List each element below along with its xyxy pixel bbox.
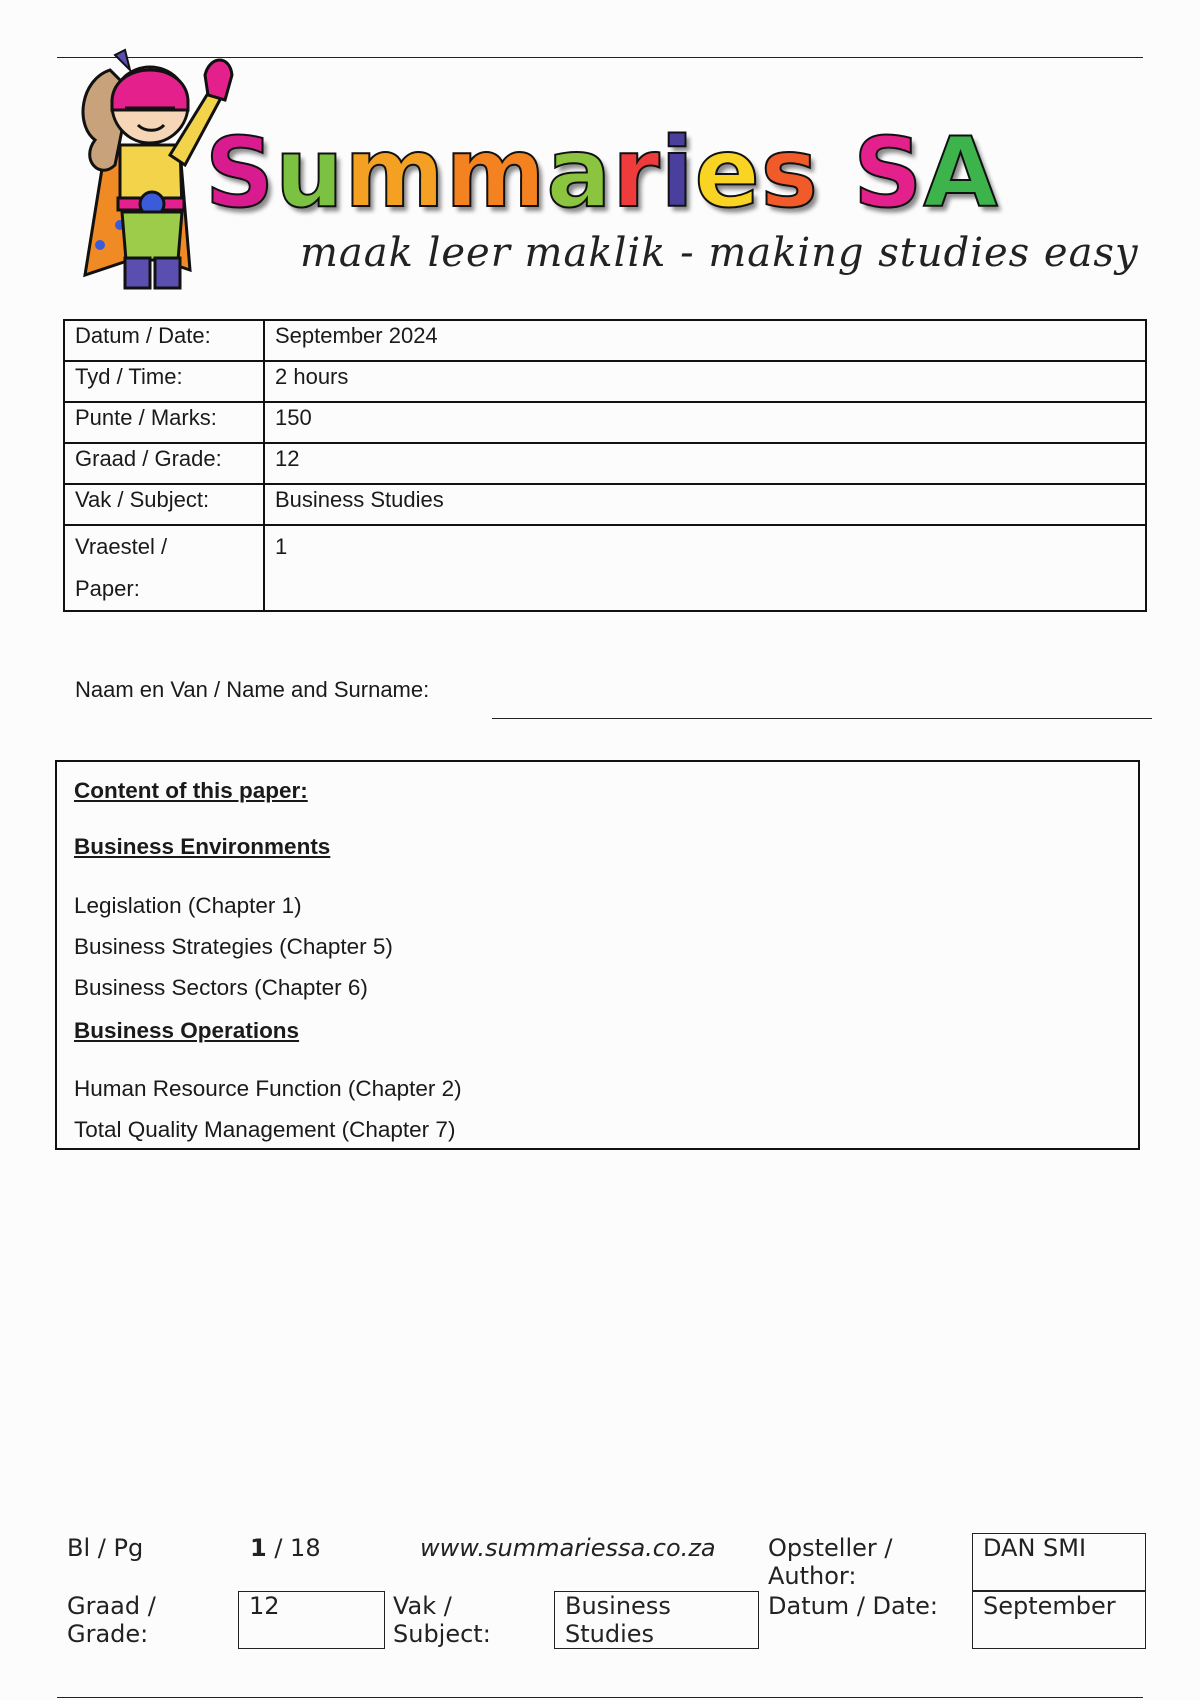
table-row <box>64 484 1146 525</box>
marks-value: 150 <box>264 402 1146 443</box>
subject-value: Business Studies <box>264 484 1146 525</box>
footer-author-value: DAN SMI <box>972 1533 1146 1591</box>
footer-date-value: September <box>972 1591 1146 1649</box>
footer-subject-label: Vak / Subject: <box>393 1592 491 1648</box>
section-title: Business Environments <box>74 834 331 859</box>
marks-label: Punte / Marks: <box>64 402 264 443</box>
list-item: Total Quality Management (Chapter 7) <box>74 1117 456 1142</box>
table-row <box>64 525 1146 611</box>
grade-label: Graad / Grade: <box>64 443 264 484</box>
exam-info-table <box>63 319 1147 612</box>
footer-grade-label: Graad / Grade: <box>67 1592 156 1648</box>
table-row <box>64 320 1146 361</box>
table-row <box>64 402 1146 443</box>
name-surname-label: Naam en Van / Name and Surname: <box>75 677 430 702</box>
footer-author-label: Opsteller / Author: <box>768 1534 893 1590</box>
name-surname-line[interactable] <box>492 718 1152 719</box>
footer-website[interactable]: www.summariessa.co.za <box>420 1534 716 1562</box>
subject-label: Vak / Subject: <box>64 484 264 525</box>
logo-wordmark: Summaries SA <box>205 117 999 229</box>
content-heading: Content of this paper: <box>74 778 308 803</box>
list-item: Human Resource Function (Chapter 2) <box>74 1076 462 1101</box>
footer-date-label: Datum / Date: <box>768 1592 938 1620</box>
list-item: Business Strategies (Chapter 5) <box>74 934 393 959</box>
paper-label-line2: Paper: <box>75 576 140 601</box>
paper-label <box>64 525 264 611</box>
bottom-rule <box>57 1697 1143 1698</box>
page-current: 1 <box>250 1534 267 1562</box>
footer-subject-value: Business Studies <box>554 1591 759 1649</box>
date-value: September 2024 <box>264 320 1146 361</box>
footer-page-label: Bl / Pg <box>67 1534 144 1562</box>
paper-label-line1: Vraestel / <box>75 534 168 559</box>
section-title: Business Operations <box>74 1018 300 1043</box>
page-total: / 18 <box>274 1534 321 1562</box>
date-label: Datum / Date: <box>64 320 264 361</box>
paper-value: 1 <box>264 525 1146 611</box>
table-row <box>64 361 1146 402</box>
time-label: Tyd / Time: <box>64 361 264 402</box>
footer-page-number <box>250 1534 321 1562</box>
tagline: maak leer maklik - making studies easy <box>300 230 1139 276</box>
footer-grade-value: 12 <box>238 1591 385 1649</box>
list-item: Business Sectors (Chapter 6) <box>74 975 368 1000</box>
list-item: Legislation (Chapter 1) <box>74 893 302 918</box>
table-row <box>64 443 1146 484</box>
time-value: 2 hours <box>264 361 1146 402</box>
content-box <box>55 760 1140 1150</box>
grade-value: 12 <box>264 443 1146 484</box>
logo <box>205 105 1150 305</box>
